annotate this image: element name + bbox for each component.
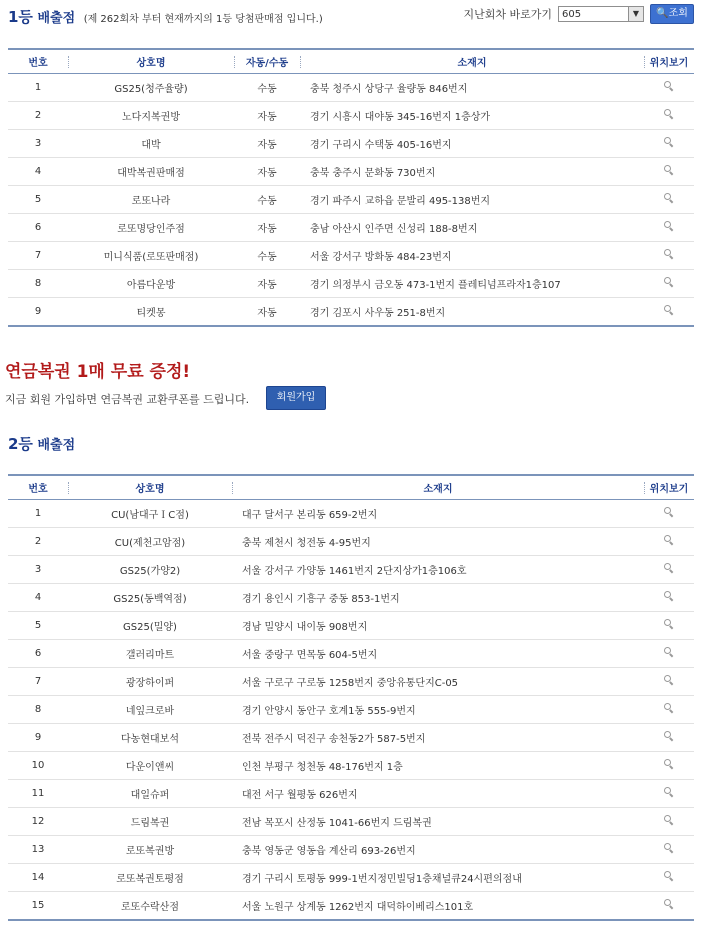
magnifier-icon[interactable] [664,221,674,231]
table-cell: 8 [8,269,68,297]
magnifier-icon[interactable] [664,815,674,825]
second-prize-heading [8,433,75,454]
table-cell: 경기 용인시 기흥구 중동 853-1번지 [232,583,644,611]
first-prize-heading [8,6,323,27]
table-cell: 드림복권 [68,807,232,835]
map-view-cell[interactable] [644,639,694,667]
map-view-cell[interactable] [644,297,694,326]
column-header: 위치보기 [644,475,694,499]
column-header: 번호 [8,475,68,499]
table-row [8,863,694,891]
table-cell: 자동 [234,213,300,241]
table-cell: 경기 시흥시 대야동 345-16번지 1층상가 [300,101,644,129]
table-row [8,555,694,583]
round-select-value: 605 [562,9,582,20]
column-header: 위치보기 [644,49,694,73]
table-row [8,611,694,639]
table-row [8,73,694,101]
map-view-cell[interactable] [644,863,694,891]
chevron-down-icon: ▼ [628,7,643,21]
table-cell: 경기 안양시 동안구 호계1동 555-9번지 [232,695,644,723]
map-view-cell[interactable] [644,129,694,157]
first-prize-table [8,48,694,327]
table-cell: GS25(밀양) [68,611,232,639]
table-row [8,751,694,779]
table-cell: 8 [8,695,68,723]
map-view-cell[interactable] [644,807,694,835]
table-row [8,241,694,269]
table-row [8,269,694,297]
table-cell: GS25(가양2) [68,555,232,583]
table-cell: 1 [8,499,68,527]
table-cell: 미니식품(로또판매점) [68,241,234,269]
table-cell: 전북 전주시 덕진구 송천동2가 587-5번지 [232,723,644,751]
table-cell: 자동 [234,101,300,129]
table-cell: 로또복권토평점 [68,863,232,891]
search-button-label: 조회 [668,8,688,19]
table-cell: 경남 밀양시 내이동 908번지 [232,611,644,639]
table-row [8,129,694,157]
magnifier-icon[interactable] [664,591,674,601]
table-cell: 티켓몽 [68,297,234,326]
magnifier-icon[interactable] [664,507,674,517]
table-cell: 4 [8,583,68,611]
map-view-cell[interactable] [644,241,694,269]
table-cell: 충남 아산시 인주면 신성리 188-8번지 [300,213,644,241]
table-cell: GS25(청주율량) [68,73,234,101]
table-cell: 9 [8,723,68,751]
table-cell: 로또나라 [68,185,234,213]
table-cell: 서울 강서구 방화동 484-23번지 [300,241,644,269]
table-cell: 경기 김포시 사우동 251-8번지 [300,297,644,326]
map-view-cell[interactable] [644,185,694,213]
table-cell: 12 [8,807,68,835]
table-cell: 다운이앤씨 [68,751,232,779]
table-cell: 2 [8,527,68,555]
map-view-cell[interactable] [644,611,694,639]
magnifier-icon[interactable] [664,619,674,629]
top-bar [8,4,694,26]
map-view-cell[interactable] [644,583,694,611]
table-header-row [8,49,694,73]
first-prize-heading-number: 1등 [8,8,33,26]
table-cell: 자동 [234,269,300,297]
table-row [8,891,694,920]
table-cell: 인천 부평구 청천동 48-176번지 1층 [232,751,644,779]
column-header: 상호명 [68,49,234,73]
table-row [8,807,694,835]
magnifier-icon[interactable] [664,871,674,881]
table-cell: 10 [8,751,68,779]
table-cell: 1 [8,73,68,101]
magnifier-icon[interactable] [664,563,674,573]
first-prize-heading-text: 배출점 [37,11,76,26]
table-cell: 충북 충주시 문화동 730번지 [300,157,644,185]
table-cell: 서울 강서구 가양동 1461번지 2단지상가1층106호 [232,555,644,583]
table-cell: 4 [8,157,68,185]
magnifier-icon[interactable] [664,277,674,287]
magnifier-icon[interactable] [664,193,674,203]
map-view-cell[interactable] [644,269,694,297]
magnifier-icon[interactable] [664,787,674,797]
search-icon: 🔍 [656,8,669,19]
table-cell: 자동 [234,129,300,157]
search-button[interactable] [650,4,694,24]
table-cell: 수동 [234,241,300,269]
magnifier-icon[interactable] [664,249,674,259]
column-header: 상호명 [68,475,232,499]
table-row [8,213,694,241]
magnifier-icon[interactable] [664,165,674,175]
table-cell: 대일슈퍼 [68,779,232,807]
table-cell: 경기 파주시 교하읍 문발리 495-138번지 [300,185,644,213]
column-header: 소재지 [232,475,644,499]
table-cell: 7 [8,667,68,695]
table-cell: 네잎크로바 [68,695,232,723]
table-cell: 전남 목포시 산정동 1041-66번지 드림복권 [232,807,644,835]
table-cell: 대박 [68,129,234,157]
map-view-cell[interactable] [644,527,694,555]
magnifier-icon[interactable] [664,843,674,853]
table-cell: 2 [8,101,68,129]
table-cell: 6 [8,639,68,667]
map-view-cell[interactable] [644,751,694,779]
table-cell: 서울 구로구 구로동 1258번지 중앙유통단지C-05 [232,667,644,695]
table-cell: 대박복권판매점 [68,157,234,185]
table-cell: 7 [8,241,68,269]
table-row [8,723,694,751]
table-cell: CU(제천고암점) [68,527,232,555]
map-view-cell[interactable] [644,835,694,863]
table-cell: 로또복권방 [68,835,232,863]
magnifier-icon[interactable] [664,81,674,91]
promo-title: 연금복권 1매 무료 증정! [5,362,191,382]
map-view-cell[interactable] [644,891,694,920]
map-view-cell[interactable] [644,73,694,101]
first-prize-note: (제 262회차 부터 현재까지의 1등 당첨판매점 입니다.) [83,14,323,25]
table-row [8,297,694,326]
join-button[interactable]: 회원가입 [266,386,326,410]
column-header: 번호 [8,49,68,73]
table-cell: 자동 [234,157,300,185]
table-cell: 다농현대보석 [68,723,232,751]
table-cell: 광장하이퍼 [68,667,232,695]
table-cell: 5 [8,185,68,213]
table-row [8,185,694,213]
table-cell: 서울 노원구 상계동 1262번지 대덕하이베리스101호 [232,891,644,920]
table-cell: 대구 달서구 본리동 659-2번지 [232,499,644,527]
table-row [8,835,694,863]
magnifier-icon[interactable] [664,137,674,147]
table-cell: 수동 [234,73,300,101]
round-jump [463,4,694,24]
table-cell: 14 [8,863,68,891]
table-cell: 충북 청주시 상당구 율량동 846번지 [300,73,644,101]
table-row [8,667,694,695]
table-cell: 서울 중랑구 면목동 604-5번지 [232,639,644,667]
table-cell: 대전 서구 월평동 626번지 [232,779,644,807]
table-row [8,101,694,129]
table-cell: 충북 영동군 영동읍 계산리 693-26번지 [232,835,644,863]
table-cell: 경기 구리시 수택동 405-16번지 [300,129,644,157]
second-prize-heading-number: 2등 [8,435,33,453]
table-row [8,583,694,611]
table-cell: CU(남대구ＩC점) [68,499,232,527]
second-prize-table [8,474,694,921]
table-row [8,695,694,723]
table-cell: 6 [8,213,68,241]
round-jump-label: 지난회차 바로가기 [463,8,552,21]
map-view-cell[interactable] [644,723,694,751]
table-cell: 로또수락산점 [68,891,232,920]
magnifier-icon[interactable] [664,305,674,315]
table-cell: 13 [8,835,68,863]
magnifier-icon[interactable] [664,647,674,657]
magnifier-icon[interactable] [664,731,674,741]
map-view-cell[interactable] [644,555,694,583]
table-cell: GS25(동백역점) [68,583,232,611]
table-cell: 갤러리마트 [68,639,232,667]
table-cell: 11 [8,779,68,807]
magnifier-icon[interactable] [664,703,674,713]
table-cell: 경기 구리시 토평동 999-1번지정민빌딩1층채널큐24시편의점내 [232,863,644,891]
map-view-cell[interactable] [644,213,694,241]
table-cell: 경기 의정부시 금오동 473-1번지 플레티넘프라자1층107 [300,269,644,297]
table-cell: 수동 [234,185,300,213]
table-row [8,157,694,185]
magnifier-icon[interactable] [664,759,674,769]
map-view-cell[interactable] [644,499,694,527]
map-view-cell[interactable] [644,779,694,807]
table-row [8,499,694,527]
table-cell: 충북 제천시 청전동 4-95번지 [232,527,644,555]
table-cell: 5 [8,611,68,639]
table-cell: 15 [8,891,68,920]
column-header: 자동/수동 [234,49,300,73]
map-view-cell[interactable] [644,667,694,695]
table-row [8,639,694,667]
table-row [8,527,694,555]
magnifier-icon[interactable] [664,109,674,119]
table-cell: 노다지복권방 [68,101,234,129]
map-view-cell[interactable] [644,101,694,129]
round-select[interactable] [558,6,644,22]
table-cell: 아름다운방 [68,269,234,297]
magnifier-icon[interactable] [664,675,674,685]
table-cell: 자동 [234,297,300,326]
table-cell: 9 [8,297,68,326]
table-cell: 로또명당인주점 [68,213,234,241]
table-row [8,779,694,807]
column-header: 소재지 [300,49,644,73]
map-view-cell[interactable] [644,157,694,185]
magnifier-icon[interactable] [664,899,674,909]
table-header-row [8,475,694,499]
table-cell: 3 [8,555,68,583]
second-prize-heading-text: 배출점 [37,438,76,453]
map-view-cell[interactable] [644,695,694,723]
table-cell: 3 [8,129,68,157]
promo-text: 지금 회원 가입하면 연금복권 교환쿠폰를 드립니다. [5,393,250,406]
magnifier-icon[interactable] [664,535,674,545]
